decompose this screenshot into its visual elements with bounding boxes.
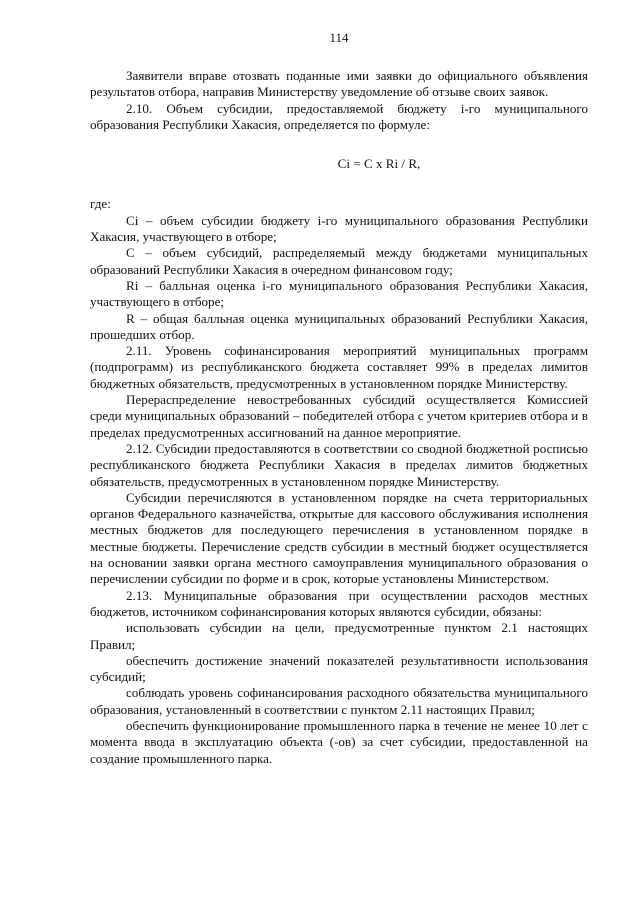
definition-ri: Ri – балльная оценка i-го муниципального образования Республики Хакасия, участвующего в отборе;: [90, 277, 588, 310]
page-number: 114: [329, 30, 349, 45]
paragraph-2-11: 2.11. Уровень софинансирования мероприятий муниципальных программ (подпрограмм) из республиканского бюджета составляет 99% в пределах лимитов бюджетных обязательств, предусмотренных в установленном порядке Министерству.: [90, 343, 588, 391]
obligation-cofinancing-level: соблюдать уровень софинансирования расходного обязательства муниципального образования, установленный в соответствии с пунктом 2.11 настоящих Правил;: [90, 685, 588, 717]
obligation-achieve-indicators: обеспечить достижение значений показателей результативности использования субсидий;: [90, 652, 588, 685]
document-page: [90, 30, 588, 767]
obligation-use-subsidies: использовать субсидии на цели, предусмотренные пунктом 2.1 настоящих Правил;: [90, 620, 588, 652]
paragraph-redistribution: Перераспределение невостребованных субсидий осуществляется Комиссией среди муниципальных образований – победителей отбора с учетом критериев отбора и в пределах предусмотренных ассигнований на данное мероприятие.: [90, 392, 588, 440]
paragraph-2-10: 2.10. Объем субсидии, предоставляемой бюджету i-го муниципального образования Республики Хакасия, определяется по формуле:: [90, 100, 588, 132]
definition-c: C – объем субсидий, распределяемый между бюджетами муниципальных образований Республики Хакасия в очередном финансовом году;: [90, 245, 588, 277]
paragraph-withdraw-applications: Заявители вправе отозвать поданные ими заявки до официального объявления результатов отбора, направив Министерству уведомление об отзыве своих заявок.: [90, 68, 588, 100]
subsidy-formula: Ci = C x Ri / R,: [337, 156, 421, 172]
paragraph-transfer: Субсидии перечисляются в установленном порядке на счета территориальных органов Федерального казначейства, открытые для кассового обслуживания исполнения местных бюджетов для последующего перечисления в установленном порядке в местные бюджеты. Перечисление средств субсидии в местный бюджет осуществляется на основании заявки органа местного самоуправления муниципального образования о перечислении субсидии по форме и в срок, которые установлены Министерством.: [90, 489, 588, 587]
definition-ci: Ci – объем субсидии бюджету i-го муниципального образования Республики Хакасия, участвующего в отборе;: [90, 212, 588, 245]
obligation-industrial-park: обеспечить функционирование промышленного парка в течение не менее 10 лет с момента ввода в эксплуатацию объекта (-ов) за счет субсидии, предоставленной на создание промышленного парка.: [90, 717, 588, 766]
definition-r: R – общая балльная оценка муниципальных образований Республики Хакасия, прошедших отбор.: [90, 310, 588, 342]
where-label: где:: [90, 196, 111, 212]
paragraph-2-13: 2.13. Муниципальные образования при осуществлении расходов местных бюджетов, источником софинансирования которых являются субсидии, обязаны:: [90, 587, 588, 619]
paragraph-2-12: 2.12. Субсидии предоставляются в соответствии со сводной бюджетной росписью республиканского бюджета Республики Хакасия в пределах лимитов бюджетных обязательств, предусмотренных в установленном порядке Министерству.: [90, 440, 588, 489]
